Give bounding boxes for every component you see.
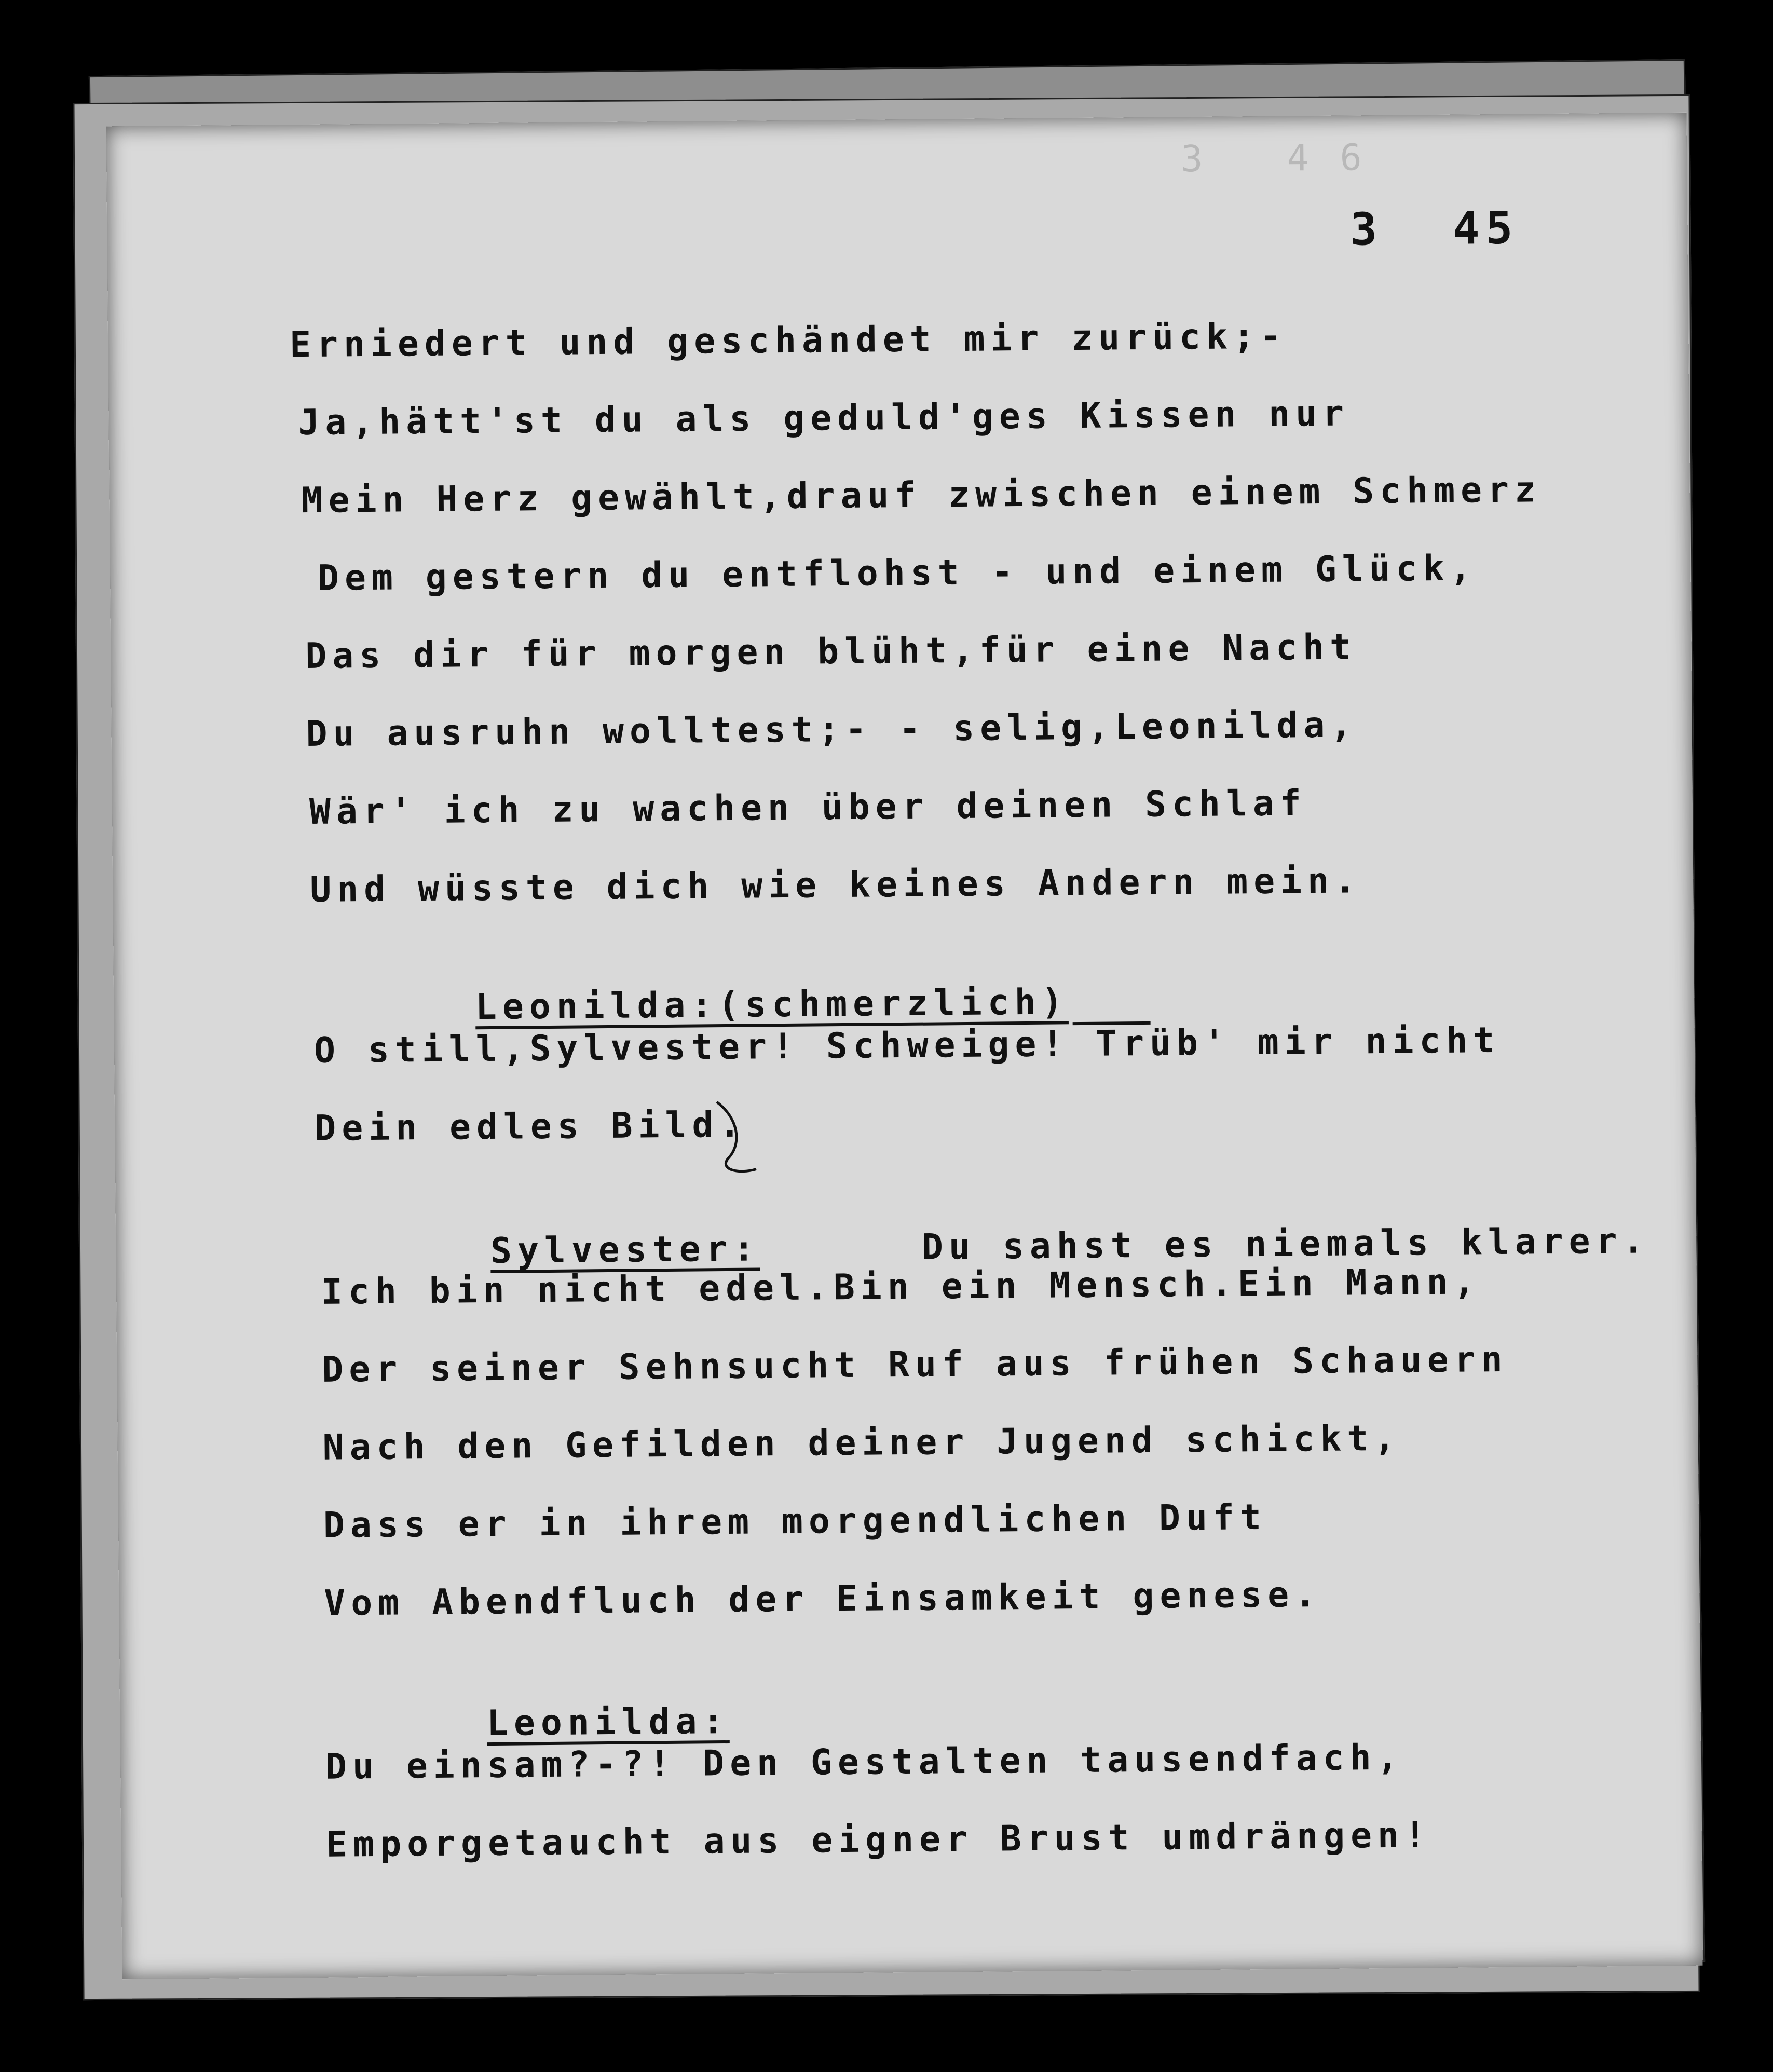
text-line: Dein edles Bild. (315, 1104, 746, 1149)
text-line: Ich bin nicht edel.Bin ein Mensch.Ein Mann, (321, 1261, 1481, 1313)
text-line: Der seiner Sehnsucht Ruf aus frühen Schauern (322, 1339, 1509, 1391)
text-line: Erniedert und geschändet mir zurück;- (289, 316, 1288, 366)
handwritten-bracket-mark (706, 1096, 770, 1190)
text-line: Dem gestern du entflohst - und einem Glück, (317, 548, 1477, 599)
text-line: Du ausruhn wolltest;- - selig,Leonilda, (306, 704, 1358, 755)
text-line: Vom Abendfluch der Einsamkeit genese. (323, 1574, 1322, 1624)
text-line: Wär' ich zu wachen über deinen Schlaf (309, 783, 1307, 833)
text-line: Mein Herz gewählt,drauf zwischen einem Schmerz (301, 469, 1542, 522)
text-line: O still,Sylvester! Schweige! Trüb' mir nicht (313, 1019, 1501, 1071)
speaker-name: Leonilda:(schmerzlich) (475, 982, 1069, 1028)
text-line: Nach den Gefilden deiner Jugend schickt, (322, 1417, 1401, 1468)
speaker-text: Du sahst es niemals klarer. (921, 1220, 1650, 1268)
text-line: Du einsam?-?! Den Gestalten tausendfach, (325, 1737, 1404, 1788)
text-line: Ja,hätt'st du als geduld'ges Kissen nur (298, 393, 1350, 444)
text-line: Emporgetaucht aus eigner Brust umdrängen! (326, 1815, 1432, 1865)
text-line: Und wüsste dich wie keines Andern mein. (309, 860, 1362, 910)
text-line: Das dir für morgen blüht,für eine Nacht (305, 626, 1357, 677)
page-number: 3 45 (1349, 202, 1519, 256)
speaker-name: Leonilda: (486, 1700, 730, 1744)
bleed-through-page-number: 3 46 (1180, 135, 1394, 181)
text-line: Dass er in ihrem morgendlichen Duft (323, 1496, 1267, 1546)
speaker-name: Sylvester: (490, 1228, 760, 1272)
typescript-page (106, 113, 1702, 1979)
